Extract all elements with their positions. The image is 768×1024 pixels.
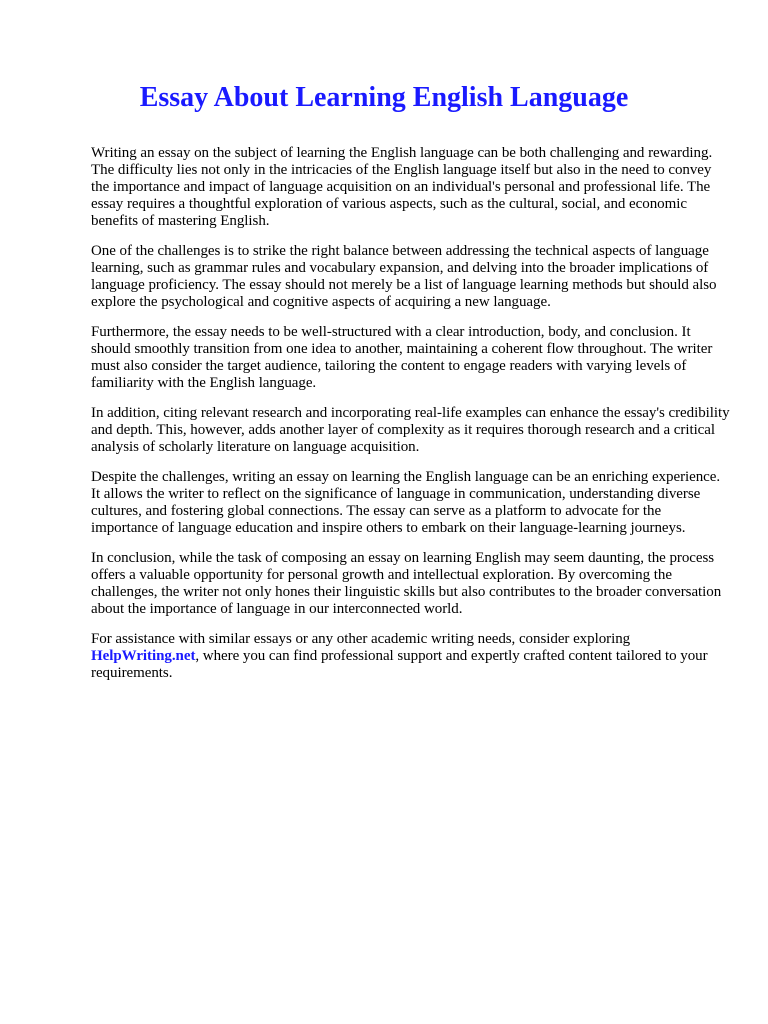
- page-title: Essay About Learning English Language: [139, 82, 629, 113]
- essay-body: [91, 145, 731, 695]
- closing-text-after-link: , where you can find professional support and expertly crafted content tailored to your requirements.: [91, 648, 708, 681]
- paragraph-conclusion: In conclusion, while the task of composing an essay on learning English may seem daunting, the process offers a valuable opportunity for personal growth and intellectual exploration. By overcoming the challenges, the writer not only hones their linguistic skills but also contributes to the broader conversation about the importance of language in our interconnected world.: [91, 550, 722, 617]
- paragraph-balance: One of the challenges is to strike the right balance between addressing the technical aspects of language learning, such as grammar rules and vocabulary expansion, and delving into the broader implications of language proficiency. The essay should not merely be a list of language learning methods but should also explore the psychological and cognitive aspects of acquiring a new language.: [91, 243, 717, 310]
- paragraph-research: In addition, citing relevant research and incorporating real-life examples can enhance the essay's credibility and depth. This, however, adds another layer of complexity as it requires thorough research and a critical analysis of scholarly literature on language acquisition.: [91, 405, 730, 455]
- paragraph-closing: [91, 631, 731, 682]
- closing-text-before-link: For assistance with similar essays or any other academic writing needs, consider exploring: [91, 631, 631, 647]
- paragraph-intro: Writing an essay on the subject of learning the English language can be both challenging and rewarding. The difficulty lies not only in the intricacies of the English language itself but also in the need to convey the importance and impact of language acquisition on an individual's personal and professional life. The essay requires a thoughtful exploration of various aspects, such as the cultural, social, and economic benefits of mastering English.: [91, 145, 713, 229]
- helpwriting-link[interactable]: HelpWriting.net: [91, 648, 196, 664]
- paragraph-structure: Furthermore, the essay needs to be well-structured with a clear introduction, body, and conclusion. It should smoothly transition from one idea to another, maintaining a coherent flow throughout. The writer must also consider the target audience, tailoring the content to engage readers with varying levels of familiarity with the English language.: [91, 324, 713, 391]
- paragraph-benefits: Despite the challenges, writing an essay on learning the English language can be an enriching experience. It allows the writer to reflect on the significance of language in communication, understanding diverse cultures, and fostering global connections. The essay can serve as a platform to advocate for the importance of language education and inspire others to embark on their language-learning journeys.: [91, 469, 721, 536]
